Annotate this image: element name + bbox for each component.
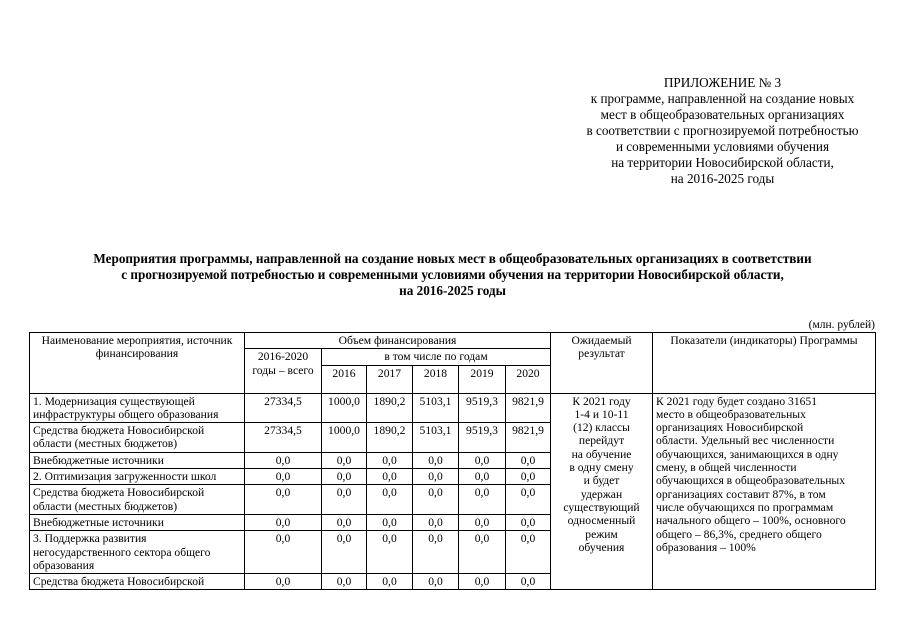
cell-value: 0,0 (506, 514, 551, 530)
cell-total: 27334,5 (245, 393, 322, 423)
expected-result (551, 393, 653, 590)
cell-total: 0,0 (245, 469, 322, 485)
cell-value: 0,0 (413, 452, 459, 468)
cell-value: 0,0 (322, 531, 367, 574)
cell-value: 0,0 (459, 452, 506, 468)
expected-line: и будет (583, 474, 620, 488)
cell-total: 0,0 (245, 574, 322, 590)
appendix-line: к программе, направленной на создание новых (590, 91, 855, 106)
cell-total: 27334,5 (245, 423, 322, 453)
expected-line: 1-4 и 10-11 (574, 407, 629, 421)
row-name: Внебюджетные источники (30, 452, 245, 468)
cell-total: 0,0 (245, 452, 322, 468)
row-name: 3. Поддержка развития негосударственного сектора общего образования (30, 531, 245, 574)
expected-line: (12) классы (573, 421, 630, 435)
cell-value: 0,0 (459, 485, 506, 515)
expected-line: перейдут (578, 434, 625, 448)
expected-line: режим (585, 527, 618, 541)
expected-line: обучения (578, 540, 625, 554)
header-indicators: Показатели (индикаторы) Программы (653, 333, 876, 394)
indicator-line: смену, в общей численности (656, 461, 797, 475)
header-name: Наименование мероприятия, источник финансирования (30, 333, 245, 394)
indicator-line: области. Удельный вес численности (656, 434, 835, 448)
header-year: 2020 (506, 365, 551, 393)
indicator-line: К 2021 году будет создано 31651 (656, 394, 818, 408)
expected-line: односменный (567, 514, 636, 528)
cell-value: 9821,9 (506, 393, 551, 423)
cell-total: 0,0 (245, 531, 322, 574)
cell-value: 0,0 (367, 452, 413, 468)
cell-value: 0,0 (459, 514, 506, 530)
title-line: с прогнозируемой потребностью и современными условиями обучения на территории Новосибирской области, (121, 267, 784, 282)
cell-value: 0,0 (459, 531, 506, 574)
cell-value: 0,0 (367, 531, 413, 574)
indicator-line: общего – 86,3%, среднего общего (656, 527, 822, 541)
indicator-line: организациях Новосибирской (656, 421, 804, 435)
cell-value: 0,0 (367, 469, 413, 485)
appendix-line: мест в общеобразовательных организациях (600, 107, 845, 122)
cell-value: 1890,2 (367, 423, 413, 453)
header-year: 2018 (413, 365, 459, 393)
cell-value: 0,0 (506, 531, 551, 574)
header-year: 2019 (459, 365, 506, 393)
row-name: Средства бюджета Новосибирской (30, 574, 245, 590)
indicator-line: числе обучающихся по программам (656, 500, 834, 514)
row-name: 1. Модернизация существующей инфраструктуры общего образования (30, 393, 245, 423)
row-name: Средства бюджета Новосибирской области (местных бюджетов) (30, 485, 245, 515)
header-row (30, 333, 876, 349)
document-title (0, 251, 905, 299)
cell-value: 0,0 (322, 514, 367, 530)
funding-table (29, 332, 876, 590)
cell-value: 0,0 (413, 531, 459, 574)
cell-value: 0,0 (322, 485, 367, 515)
cell-value: 0,0 (322, 469, 367, 485)
header-by-year: в том числе по годам (322, 349, 551, 365)
appendix-line: ПРИЛОЖЕНИЕ № 3 (663, 75, 782, 90)
header-total: 2016-2020 годы – всего (245, 349, 322, 393)
expected-line: на обучение (571, 447, 632, 461)
cell-value: 1890,2 (367, 393, 413, 423)
appendix-line: на 2016-2025 годы (670, 171, 775, 186)
appendix-line: на территории Новосибирской области, (611, 155, 834, 170)
cell-total: 0,0 (245, 485, 322, 515)
cell-value: 0,0 (506, 485, 551, 515)
header-funding: Объем финансирования (245, 333, 551, 349)
row-name: Средства бюджета Новосибирской области (местных бюджетов) (30, 423, 245, 453)
indicator-line: образования – 100% (656, 540, 756, 554)
indicator-line: организациях составит 87%, в том (656, 487, 826, 501)
title-line: на 2016-2025 годы (399, 283, 506, 298)
cell-value: 9519,3 (459, 393, 506, 423)
cell-value: 0,0 (413, 574, 459, 590)
expected-line: существующий (563, 500, 640, 514)
appendix-line: в соответствии с прогнозируемой потребностью (586, 123, 859, 138)
header-expected: Ожидаемый результат (551, 333, 653, 394)
cell-value: 0,0 (322, 452, 367, 468)
row-name: Внебюджетные источники (30, 514, 245, 530)
header-year: 2017 (367, 365, 413, 393)
indicator-line: обучающихся в общеобразовательных (656, 474, 846, 488)
cell-value: 0,0 (413, 469, 459, 485)
cell-value: 0,0 (413, 485, 459, 515)
table-row (30, 393, 876, 423)
cell-value: 1000,0 (322, 423, 367, 453)
title-line: Мероприятия программы, направленной на создание новых мест в общеобразовательных организациях в соответствии (93, 251, 812, 266)
cell-value: 0,0 (367, 485, 413, 515)
header-year: 2016 (322, 365, 367, 393)
indicator-line: обучающихся, занимающихся в одну (656, 447, 839, 461)
cell-value: 0,0 (322, 574, 367, 590)
units-label: (млн. рублей) (808, 319, 875, 331)
appendix-line: и современными условиями обучения (615, 139, 830, 154)
appendix-note (540, 75, 905, 187)
expected-line: в одну смену (569, 461, 634, 475)
cell-value: 0,0 (506, 469, 551, 485)
indicator-line: место в общеобразовательных (656, 407, 806, 421)
cell-value: 5103,1 (413, 393, 459, 423)
program-indicators (653, 393, 876, 590)
cell-total: 0,0 (245, 514, 322, 530)
cell-value: 0,0 (367, 514, 413, 530)
cell-value: 0,0 (459, 469, 506, 485)
cell-value: 9519,3 (459, 423, 506, 453)
cell-value: 0,0 (506, 574, 551, 590)
cell-value: 0,0 (367, 574, 413, 590)
cell-value: 9821,9 (506, 423, 551, 453)
expected-line: удержан (580, 487, 623, 501)
row-name: 2. Оптимизация загруженности школ (30, 469, 245, 485)
expected-line: К 2021 году (572, 394, 631, 408)
indicator-line: начального общего – 100%, основного (656, 514, 846, 528)
cell-value: 5103,1 (413, 423, 459, 453)
cell-value: 1000,0 (322, 393, 367, 423)
cell-value: 0,0 (413, 514, 459, 530)
cell-value: 0,0 (459, 574, 506, 590)
cell-value: 0,0 (506, 452, 551, 468)
